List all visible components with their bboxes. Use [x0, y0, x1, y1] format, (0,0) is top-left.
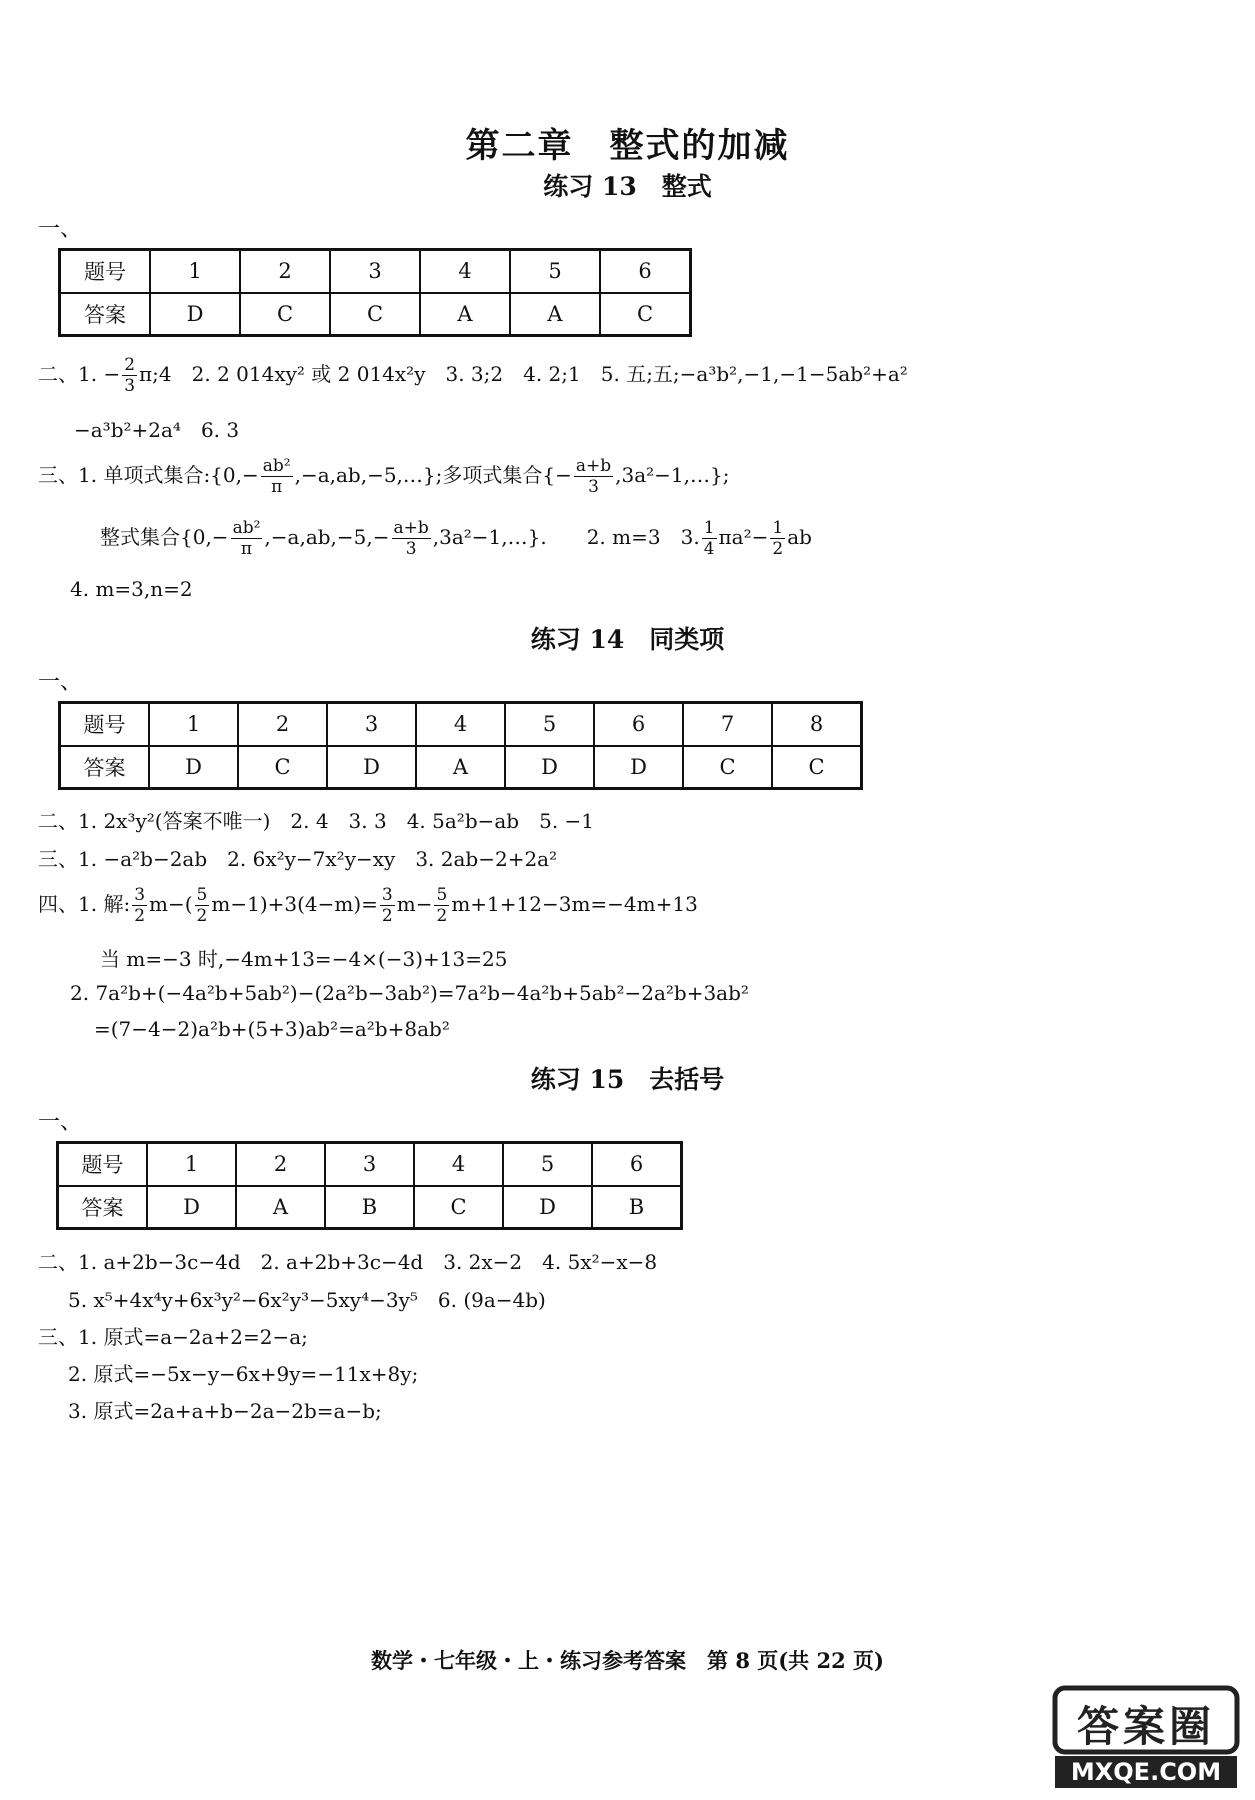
ex14-part4-line4: =(7−4−2)a²b+(5+3)ab²=a²b+8ab² — [94, 1017, 450, 1041]
table-cell: C — [683, 746, 772, 789]
table-cell: A — [236, 1186, 325, 1229]
ex13-part2-line2: −a³b²+2a⁴ 6. 3 — [74, 418, 240, 442]
ex14-part4-line1: 四、1. 解: $\frac{3}{2}$ m−( $\frac{5}{2}$ m−1)+3(4−m)= $\frac{3}{2}$ m− $\frac{5}{2}$ m+1+12−3m=−4m+13 — [38, 885, 698, 926]
table-head-label: 题号 — [60, 250, 151, 293]
table-cell: A — [420, 293, 510, 336]
table-cell: D — [503, 1186, 592, 1229]
table-cell: C — [330, 293, 420, 336]
table-cell: 5 — [505, 703, 594, 746]
table-cell: 2 — [238, 703, 327, 746]
ex13-answer-table — [58, 248, 692, 337]
table-answer-label: 答案 — [60, 746, 150, 789]
table-cell: C — [240, 293, 330, 336]
ex13-part1-label: 一、 — [38, 217, 83, 242]
table-cell: 7 — [683, 703, 772, 746]
table-cell: 6 — [592, 1143, 682, 1186]
table-cell: 1 — [150, 250, 240, 293]
ex14-part4-line2: 当 m=−3 时,−4m+13=−4×(−3)+13=25 — [100, 947, 508, 971]
ex15-part1-label: 一、 — [38, 1110, 83, 1135]
watermark-logo — [1051, 1682, 1241, 1792]
table-cell: C — [772, 746, 862, 789]
table-cell: D — [150, 293, 240, 336]
ex13-part3-line1: 三、1. 单项式集合:{0,− $\frac{\text{ab²}}{\pi}$ ,−a,ab,−5,…};多项式集合{− $\frac{a+b}{3}$ ,3a²−1,…}; — [38, 456, 730, 497]
table-cell: 2 — [236, 1143, 325, 1186]
table-cell: 3 — [325, 1143, 414, 1186]
ex13-part3-line3: 4. m=3,n=2 — [70, 577, 193, 601]
exercise-15-heading: 练习 15 去括号 — [530, 1065, 725, 1094]
table-cell: B — [325, 1186, 414, 1229]
table-answer-label: 答案 — [58, 1186, 148, 1229]
ex15-answer-table — [56, 1141, 683, 1230]
table-cell: 5 — [503, 1143, 592, 1186]
table-cell: C — [414, 1186, 503, 1229]
table-cell: D — [327, 746, 416, 789]
table-cell: 4 — [420, 250, 510, 293]
exercise-13-heading: 练习 13 整式 — [543, 172, 712, 201]
ex14-part4-line3: 2. 7a²b+(−4a²b+5ab²)−(2a²b−3ab²)=7a²b−4a²b+5ab²−2a²b+3ab² — [70, 981, 749, 1005]
table-cell: C — [238, 746, 327, 789]
ex13-part3-line2: 整式集合{0,− $\frac{\text{ab²}}{\pi}$ ,−a,ab,−5,− $\frac{a+b}{3}$ ,3a²−1,…}. 2. m=3 3. $\frac{1}{4}$ πa²− $\frac{1}{2}$ ab — [100, 518, 812, 559]
ex14-part3: 三、1. −a²b−2ab 2. 6x²y−7x²y−xy 3. 2ab−2+2a² — [38, 847, 558, 871]
table-cell: 3 — [327, 703, 416, 746]
table-cell: 5 — [510, 250, 600, 293]
table-cell: D — [147, 1186, 236, 1229]
table-cell: D — [594, 746, 683, 789]
table-cell: 1 — [149, 703, 238, 746]
watermark-url: MXQE.COM — [1070, 1758, 1222, 1786]
table-head-label: 题号 — [60, 703, 150, 746]
table-cell: C — [600, 293, 691, 336]
table-head-label: 题号 — [58, 1143, 148, 1186]
table-answer-label: 答案 — [60, 293, 151, 336]
table-cell: A — [416, 746, 505, 789]
chapter-title: 第二章 整式的加减 — [465, 126, 790, 166]
ex14-answer-table — [58, 701, 863, 790]
ex15-part3-line1: 三、1. 原式=a−2a+2=2−a; — [38, 1325, 308, 1349]
table-cell: 6 — [600, 250, 691, 293]
table-cell: A — [510, 293, 600, 336]
table-cell: 8 — [772, 703, 862, 746]
ex15-part2-line2: 5. x⁵+4x⁴y+6x³y²−6x²y³−5xy⁴−3y⁵ 6. (9a−4b) — [68, 1288, 546, 1312]
table-cell: 6 — [594, 703, 683, 746]
table-cell: 4 — [414, 1143, 503, 1186]
table-cell: 3 — [330, 250, 420, 293]
exercise-14-heading: 练习 14 同类项 — [530, 625, 725, 654]
table-cell: B — [592, 1186, 682, 1229]
ex13-part2-line1: 二、1. − $\frac{2}{3}$ π;4 2. 2 014xy² 或 2 014x²y 3. 3;2 4. 2;1 5. 五;五;−a³b²,−1,−1−5ab²+a² — [38, 355, 908, 396]
table-cell: 1 — [147, 1143, 236, 1186]
watermark-text: 答案圈 — [1076, 1702, 1215, 1751]
ex15-part3-line2: 2. 原式=−5x−y−6x+9y=−11x+8y; — [68, 1362, 419, 1386]
table-cell: D — [149, 746, 238, 789]
ex14-part1-label: 一、 — [38, 670, 83, 695]
ex15-part2-line1: 二、1. a+2b−3c−4d 2. a+2b+3c−4d 3. 2x−2 4. 5x²−x−8 — [38, 1250, 658, 1274]
table-cell: 2 — [240, 250, 330, 293]
table-cell: D — [505, 746, 594, 789]
table-cell: 4 — [416, 703, 505, 746]
ex15-part3-line3: 3. 原式=2a+a+b−2a−2b=a−b; — [68, 1399, 382, 1423]
page-footer: 数学・七年级・上・练习参考答案 第 8 页(共 22 页) — [371, 1648, 884, 1673]
ex14-part2: 二、1. 2x³y²(答案不唯一) 2. 4 3. 3 4. 5a²b−ab 5. −1 — [38, 809, 595, 833]
